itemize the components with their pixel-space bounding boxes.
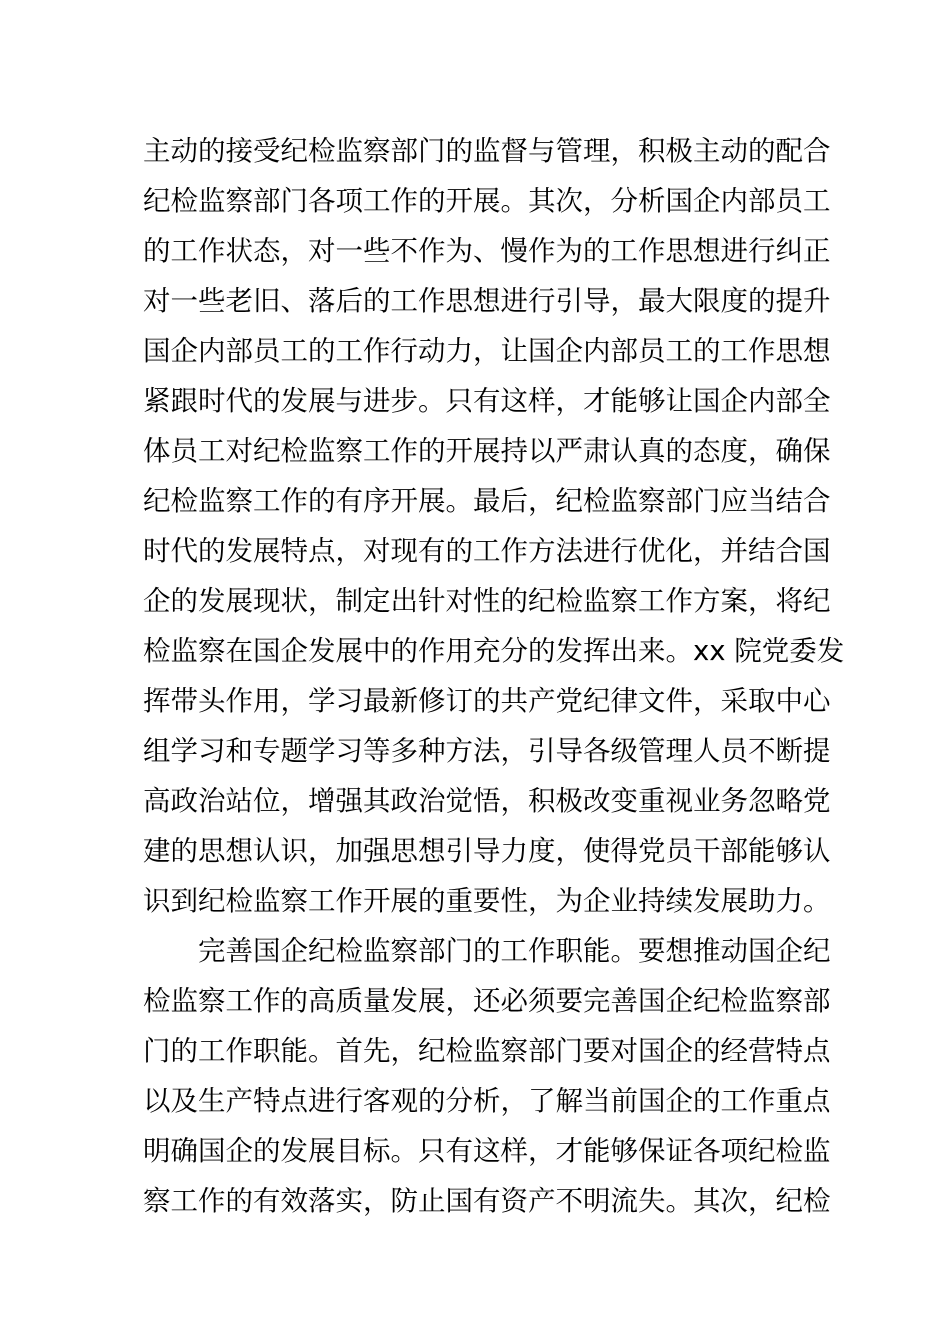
text-line: 检监察工作的高质量发展，还必须要完善国企纪检监察部 (143, 985, 831, 1017)
paragraph-1 (143, 126, 845, 926)
text-line: 识到纪检监察工作开展的重要性，为企业持续发展助力。 (143, 885, 831, 917)
text-line: 纪检监察工作的有序开展。最后，纪检监察部门应当结合 (143, 485, 831, 517)
text-line: 纪检监察部门各项工作的开展。其次，分析国企内部员工 (143, 185, 831, 217)
text-line: 明确国企的发展目标。只有这样，才能够保证各项纪检监 (143, 1135, 831, 1167)
text-line: 组学习和专题学习等多种方法，引导各级管理人员不断提 (143, 735, 831, 767)
text-line: 建的思想认识，加强思想引导力度，使得党员干部能够认 (143, 835, 831, 867)
text-line: 挥带头作用，学习最新修订的共产党纪律文件，采取中心 (143, 685, 831, 717)
text-line: 门的工作职能。首先，纪检监察部门要对国企的经营特点 (143, 1035, 831, 1067)
text-line: 体员工对纪检监察工作的开展持以严肃认真的态度，确保 (143, 435, 831, 467)
text-line: 高政治站位，增强其政治觉悟，积极改变重视业务忽略党 (143, 785, 831, 817)
text-line: 检监察在国企发展中的作用充分的发挥出来。xx 院党委发 (143, 635, 845, 667)
paragraph-2 (143, 926, 831, 1226)
text-line: 国企内部员工的工作行动力，让国企内部员工的工作思想 (143, 335, 831, 367)
text-line: 对一些老旧、落后的工作思想进行引导，最大限度的提升 (143, 285, 831, 317)
text-line: 主动的接受纪检监察部门的监督与管理，积极主动的配合 (143, 135, 831, 167)
text-line: 企的发展现状，制定出针对性的纪检监察工作方案，将纪 (143, 585, 831, 617)
text-line: 的工作状态，对一些不作为、慢作为的工作思想进行纠正 (143, 235, 831, 267)
text-line: 紧跟时代的发展与进步。只有这样，才能够让国企内部全 (143, 385, 831, 417)
text-line: 察工作的有效落实，防止国有资产不明流失。其次，纪检 (143, 1185, 831, 1217)
text-line: 时代的发展特点，对现有的工作方法进行优化，并结合国 (143, 535, 831, 567)
text-line-indented: 完善国企纪检监察部门的工作职能。要想推动国企纪 (198, 935, 831, 967)
text-line: 以及生产特点进行客观的分析，了解当前国企的工作重点 (143, 1085, 831, 1117)
